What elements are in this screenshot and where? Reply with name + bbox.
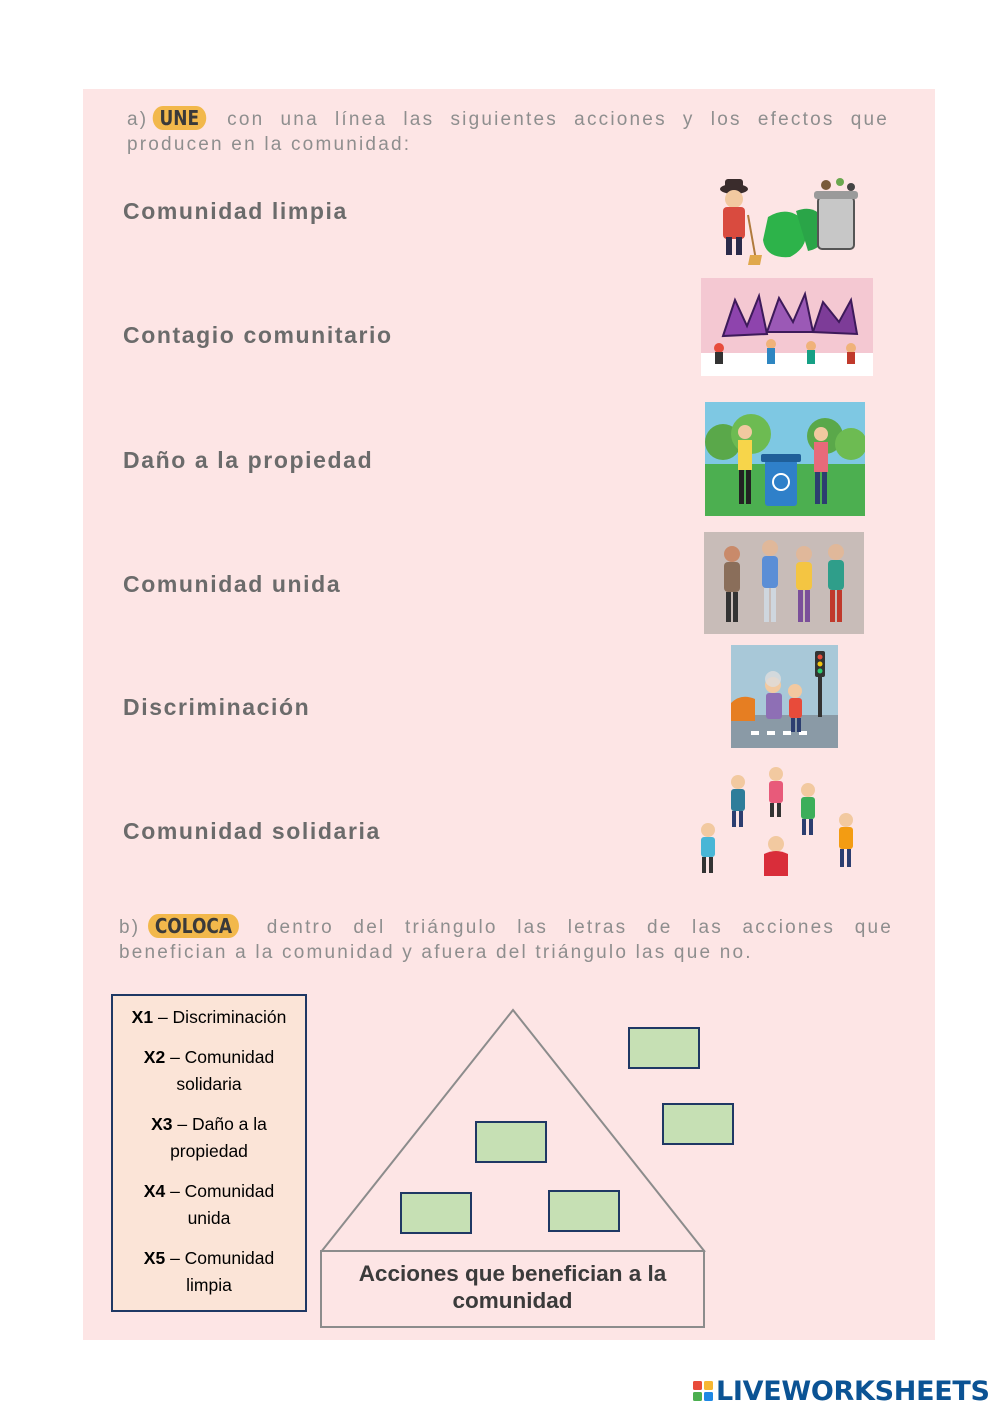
coloca-badge: COLOCA xyxy=(148,914,239,938)
instruction-b-line1: dentro del triángulo las letras de las acciones que xyxy=(266,917,894,938)
legend-text: – Discriminación xyxy=(157,1007,287,1027)
legend-item-x3[interactable] xyxy=(127,1111,291,1165)
instruction-a-prefix: a) xyxy=(127,109,149,130)
legend-item-x1[interactable] xyxy=(127,1004,291,1031)
drop-box-outside-bottom[interactable] xyxy=(662,1103,734,1145)
helping-elder-image[interactable] xyxy=(731,645,838,748)
legend-item-x5[interactable] xyxy=(127,1245,291,1299)
legend-item-x4[interactable] xyxy=(127,1178,291,1232)
action-comunidad-limpia[interactable]: Comunidad limpia xyxy=(123,198,348,224)
legend-text: – Comunidad solidaria xyxy=(170,1047,275,1094)
instruction-b-prefix: b) xyxy=(119,917,141,938)
drop-box-inside-top[interactable] xyxy=(475,1121,547,1163)
legend-item-x2[interactable] xyxy=(127,1044,291,1098)
legend-code: X2 xyxy=(143,1047,166,1067)
brand-name: LIVEWORKSHEETS xyxy=(716,1375,990,1407)
une-badge: UNE xyxy=(153,106,206,130)
masked-people-image[interactable] xyxy=(704,532,864,634)
instruction-a-line2: producen en la comunidad: xyxy=(127,134,412,155)
graffiti-image[interactable] xyxy=(701,278,873,376)
action-discriminacion[interactable]: Discriminación xyxy=(123,694,311,720)
drop-box-inside-right[interactable] xyxy=(548,1190,620,1232)
action-comunidad-solidaria[interactable]: Comunidad solidaria xyxy=(123,818,381,844)
drop-box-outside-top[interactable] xyxy=(628,1027,700,1069)
action-dano-propiedad[interactable]: Daño a la propiedad xyxy=(123,447,374,473)
action-contagio-comunitario[interactable]: Contagio comunitario xyxy=(123,322,393,348)
instruction-b-line2: benefician a la comunidad y afuera del triángulo las que no. xyxy=(119,942,753,963)
instruction-b xyxy=(119,914,893,965)
legend-box xyxy=(111,994,307,1312)
recycling-image[interactable] xyxy=(705,402,865,516)
brand-grid-icon xyxy=(692,1380,714,1402)
legend-code: X4 xyxy=(143,1181,166,1201)
instruction-a xyxy=(127,106,889,157)
legend-text: – Daño a la propiedad xyxy=(170,1114,267,1161)
instruction-a-line1: con una línea las siguientes acciones y los efectos que xyxy=(227,109,890,130)
children-group-image[interactable] xyxy=(690,762,862,882)
trash-pickup-image[interactable] xyxy=(708,175,863,265)
legend-code: X5 xyxy=(143,1248,166,1268)
legend-code: X3 xyxy=(151,1114,173,1134)
triangle-label: Acciones que benefician a la comunidad xyxy=(320,1250,705,1328)
legend-text: – Comunidad limpia xyxy=(170,1248,275,1295)
legend-text: – Comunidad unida xyxy=(170,1181,275,1228)
drop-box-inside-left[interactable] xyxy=(400,1192,472,1234)
action-comunidad-unida[interactable]: Comunidad unida xyxy=(123,571,342,597)
legend-code: X1 xyxy=(131,1007,154,1027)
liveworksheets-logo[interactable] xyxy=(692,1374,990,1408)
